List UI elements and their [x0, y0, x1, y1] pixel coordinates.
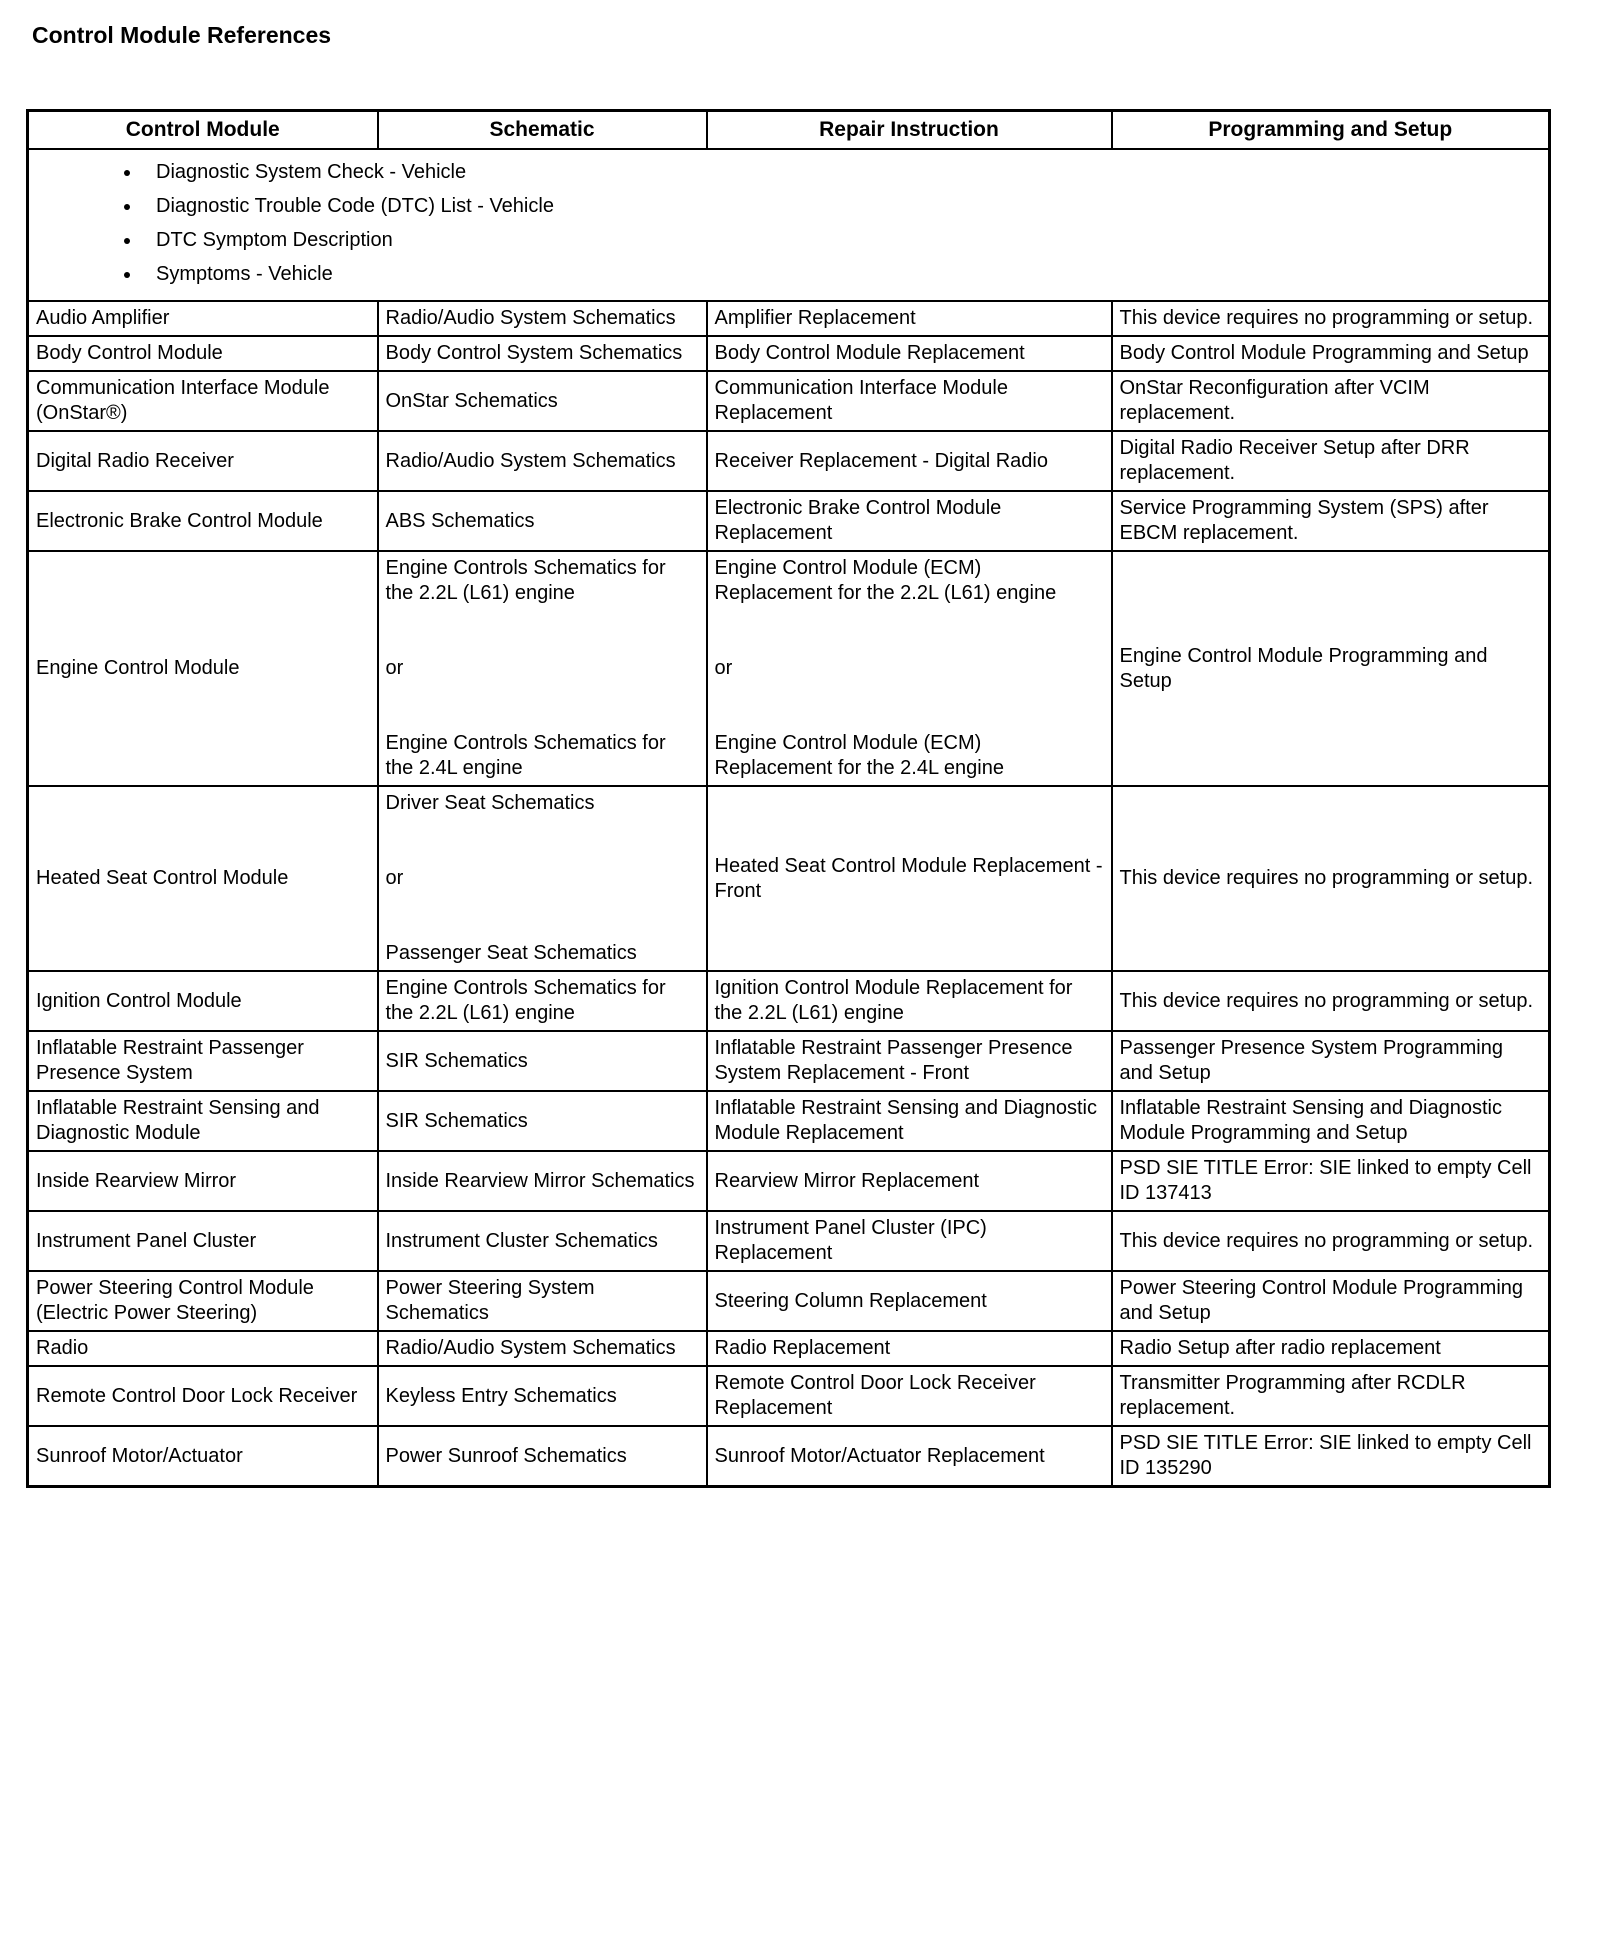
cell-programming — [1112, 301, 1550, 336]
cell-paragraph: PSD SIE TITLE Error: SIE linked to empty Cell ID 135290 — [1119, 1432, 1532, 1480]
cell-paragraph: This device requires no programming or setup. — [1119, 989, 1534, 1012]
cell-schematic — [378, 786, 707, 971]
cell-paragraph: Inflatable Restraint Passenger Presence System — [36, 1037, 304, 1085]
table-row — [28, 491, 1550, 551]
cell-repair — [707, 1366, 1112, 1426]
table-row — [28, 1031, 1550, 1091]
cell-module — [28, 1091, 378, 1151]
cell-paragraph: PSD SIE TITLE Error: SIE linked to empty Cell ID 137413 — [1119, 1157, 1532, 1205]
cell-repair — [707, 491, 1112, 551]
cell-paragraph: This device requires no programming or setup. — [1119, 1229, 1534, 1252]
cell-programming — [1112, 1091, 1550, 1151]
cell-schematic — [378, 301, 707, 336]
cell-programming — [1112, 1366, 1550, 1426]
cell-paragraph: Inflatable Restraint Sensing and Diagnostic Module Replacement — [714, 1097, 1097, 1145]
cell-paragraph: Inside Rearview Mirror Schematics — [385, 1169, 695, 1192]
table-row — [28, 371, 1550, 431]
cell-programming — [1112, 1151, 1550, 1211]
cell-paragraph: Engine Control Module (ECM) Replacement for the 2.2L (L61) engine — [714, 557, 1057, 605]
cell-paragraph: Receiver Replacement - Digital Radio — [714, 449, 1048, 472]
table-row — [28, 1331, 1550, 1366]
cell-paragraph: Keyless Entry Schematics — [385, 1384, 617, 1407]
cell-paragraph: OnStar Reconfiguration after VCIM replacement. — [1119, 377, 1430, 425]
cell-paragraph: Sunroof Motor/Actuator Replacement — [714, 1444, 1045, 1467]
cell-paragraph: Radio — [36, 1337, 89, 1360]
intro-bullet-item: • Diagnostic System Check - Vehicle — [142, 160, 1541, 185]
cell-paragraph: or — [714, 657, 733, 680]
intro-bullet-item: • DTC Symptom Description — [142, 228, 1541, 253]
cell-repair — [707, 1331, 1112, 1366]
cell-paragraph: Passenger Seat Schematics — [385, 942, 637, 965]
cell-paragraph: or — [385, 657, 404, 680]
cell-paragraph: Engine Control Module — [36, 657, 240, 680]
cell-paragraph: Body Control Module — [36, 342, 223, 365]
cell-paragraph: Body Control Module Programming and Setup — [1119, 342, 1529, 365]
cell-repair — [707, 1151, 1112, 1211]
cell-programming — [1112, 786, 1550, 971]
cell-schematic — [378, 1271, 707, 1331]
cell-paragraph: Power Steering Control Module (Electric Power Steering) — [36, 1277, 314, 1325]
table-row — [28, 1426, 1550, 1487]
cell-repair — [707, 551, 1112, 786]
cell-module — [28, 786, 378, 971]
cell-programming — [1112, 1271, 1550, 1331]
cell-paragraph: Instrument Cluster Schematics — [385, 1229, 658, 1252]
cell-module — [28, 1211, 378, 1271]
cell-repair — [707, 1031, 1112, 1091]
cell-schematic — [378, 1331, 707, 1366]
cell-programming — [1112, 431, 1550, 491]
cell-module — [28, 1271, 378, 1331]
cell-paragraph: Engine Controls Schematics for the 2.2L (L61) engine — [385, 977, 666, 1025]
cell-repair — [707, 786, 1112, 971]
cell-paragraph: Transmitter Programming after RCDLR replacement. — [1119, 1372, 1466, 1420]
cell-paragraph: Steering Column Replacement — [714, 1289, 987, 1312]
cell-schematic — [378, 1426, 707, 1487]
table-row — [28, 336, 1550, 371]
cell-programming — [1112, 371, 1550, 431]
cell-schematic — [378, 431, 707, 491]
cell-programming — [1112, 971, 1550, 1031]
cell-schematic — [378, 1366, 707, 1426]
cell-paragraph: This device requires no programming or setup. — [1119, 867, 1534, 890]
cell-schematic — [378, 971, 707, 1031]
cell-paragraph: Radio/Audio System Schematics — [385, 449, 676, 472]
cell-schematic — [378, 491, 707, 551]
column-header-programming-setup: Programming and Setup — [1112, 111, 1550, 150]
column-header-control-module: Control Module — [28, 111, 378, 150]
cell-module — [28, 491, 378, 551]
cell-repair — [707, 1211, 1112, 1271]
intro-bullet-list — [36, 160, 1541, 287]
cell-repair — [707, 371, 1112, 431]
cell-programming — [1112, 1211, 1550, 1271]
intro-bullets-cell — [28, 149, 1550, 301]
cell-paragraph: Remote Control Door Lock Receiver Replacement — [714, 1372, 1036, 1420]
table-row — [28, 1271, 1550, 1331]
cell-schematic — [378, 1211, 707, 1271]
cell-paragraph: Instrument Panel Cluster — [36, 1229, 257, 1252]
control-module-reference-table — [26, 109, 1551, 1488]
cell-programming — [1112, 1331, 1550, 1366]
cell-paragraph: Inflatable Restraint Passenger Presence System Replacement - Front — [714, 1037, 1073, 1085]
table-body — [28, 301, 1550, 1487]
intro-bullet-item: • Symptoms - Vehicle — [142, 262, 1541, 287]
cell-module — [28, 971, 378, 1031]
cell-programming — [1112, 551, 1550, 786]
cell-repair — [707, 1426, 1112, 1487]
cell-module — [28, 1151, 378, 1211]
cell-paragraph: Digital Radio Receiver Setup after DRR replacement. — [1119, 437, 1470, 485]
cell-module — [28, 431, 378, 491]
cell-schematic — [378, 1031, 707, 1091]
cell-paragraph: SIR Schematics — [385, 1049, 528, 1072]
intro-bullets-row — [28, 149, 1550, 301]
cell-module — [28, 1426, 378, 1487]
cell-paragraph: Communication Interface Module (OnStar®) — [36, 377, 330, 425]
cell-paragraph: Power Steering Control Module Programming and Setup — [1119, 1277, 1524, 1325]
cell-paragraph: Power Sunroof Schematics — [385, 1444, 627, 1467]
cell-schematic — [378, 371, 707, 431]
cell-paragraph: Communication Interface Module Replacement — [714, 377, 1008, 425]
cell-module — [28, 336, 378, 371]
table-row — [28, 431, 1550, 491]
cell-paragraph: Passenger Presence System Programming and Setup — [1119, 1037, 1503, 1085]
table-row — [28, 551, 1550, 786]
cell-paragraph: Engine Controls Schematics for the 2.2L (L61) engine — [385, 557, 666, 605]
cell-paragraph: or — [385, 867, 404, 890]
cell-paragraph: OnStar Schematics — [385, 389, 558, 412]
cell-paragraph: Electronic Brake Control Module — [36, 509, 323, 532]
table-row — [28, 301, 1550, 336]
cell-module — [28, 301, 378, 336]
cell-paragraph: Engine Control Module (ECM) Replacement for the 2.4L engine — [714, 732, 1004, 780]
cell-paragraph: Ignition Control Module — [36, 989, 242, 1012]
cell-paragraph: Inside Rearview Mirror — [36, 1169, 237, 1192]
cell-paragraph: Engine Controls Schematics for the 2.4L engine — [385, 732, 666, 780]
cell-paragraph: Power Steering System Schematics — [385, 1277, 595, 1325]
table-row — [28, 786, 1550, 971]
cell-schematic — [378, 336, 707, 371]
cell-programming — [1112, 1031, 1550, 1091]
cell-paragraph: Audio Amplifier — [36, 307, 170, 330]
cell-schematic — [378, 1151, 707, 1211]
cell-module — [28, 551, 378, 786]
cell-paragraph: Inflatable Restraint Sensing and Diagnostic Module — [36, 1097, 320, 1145]
cell-paragraph: Ignition Control Module Replacement for the 2.2L (L61) engine — [714, 977, 1073, 1025]
cell-paragraph: Sunroof Motor/Actuator — [36, 1444, 243, 1467]
cell-paragraph: Service Programming System (SPS) after EBCM replacement. — [1119, 497, 1489, 545]
cell-repair — [707, 336, 1112, 371]
header-row — [28, 111, 1550, 150]
cell-paragraph: Radio/Audio System Schematics — [385, 1337, 676, 1360]
cell-paragraph: Amplifier Replacement — [714, 307, 916, 330]
cell-module — [28, 1031, 378, 1091]
table-row — [28, 1366, 1550, 1426]
cell-paragraph: Rearview Mirror Replacement — [714, 1169, 980, 1192]
cell-repair — [707, 431, 1112, 491]
cell-paragraph: This device requires no programming or setup. — [1119, 307, 1534, 330]
cell-paragraph: Heated Seat Control Module Replacement - Front — [714, 854, 1103, 902]
cell-paragraph: Driver Seat Schematics — [385, 792, 595, 815]
cell-module — [28, 1331, 378, 1366]
cell-repair — [707, 1271, 1112, 1331]
cell-paragraph: Radio/Audio System Schematics — [385, 307, 676, 330]
page-title: Control Module References — [32, 22, 332, 48]
cell-programming — [1112, 1426, 1550, 1487]
cell-paragraph: Radio Replacement — [714, 1337, 891, 1360]
table-row — [28, 1151, 1550, 1211]
column-header-schematic: Schematic — [378, 111, 707, 150]
cell-module — [28, 1366, 378, 1426]
intro-bullet-item: • Diagnostic Trouble Code (DTC) List - Vehicle — [142, 194, 1541, 219]
table-header — [28, 111, 1550, 150]
cell-paragraph: Engine Control Module Programming and Setup — [1119, 644, 1488, 692]
cell-paragraph: Digital Radio Receiver — [36, 449, 234, 472]
cell-schematic — [378, 1091, 707, 1151]
cell-programming — [1112, 491, 1550, 551]
cell-module — [28, 371, 378, 431]
cell-paragraph: ABS Schematics — [385, 509, 535, 532]
cell-paragraph: Body Control System Schematics — [385, 342, 683, 365]
cell-paragraph: SIR Schematics — [385, 1109, 528, 1132]
cell-paragraph: Radio Setup after radio replacement — [1119, 1337, 1441, 1360]
cell-programming — [1112, 336, 1550, 371]
table-row — [28, 1211, 1550, 1271]
table-row — [28, 1091, 1550, 1151]
cell-repair — [707, 301, 1112, 336]
table-row — [28, 971, 1550, 1031]
cell-paragraph: Remote Control Door Lock Receiver — [36, 1384, 358, 1407]
cell-repair — [707, 1091, 1112, 1151]
column-header-repair-instruction: Repair Instruction — [707, 111, 1112, 150]
cell-paragraph: Electronic Brake Control Module Replacement — [714, 497, 1002, 545]
cell-paragraph: Instrument Panel Cluster (IPC) Replacement — [714, 1217, 987, 1265]
cell-repair — [707, 971, 1112, 1031]
cell-paragraph: Heated Seat Control Module — [36, 867, 289, 890]
cell-paragraph: Inflatable Restraint Sensing and Diagnostic Module Programming and Setup — [1119, 1097, 1502, 1145]
cell-schematic — [378, 551, 707, 786]
cell-paragraph: Body Control Module Replacement — [714, 342, 1025, 365]
